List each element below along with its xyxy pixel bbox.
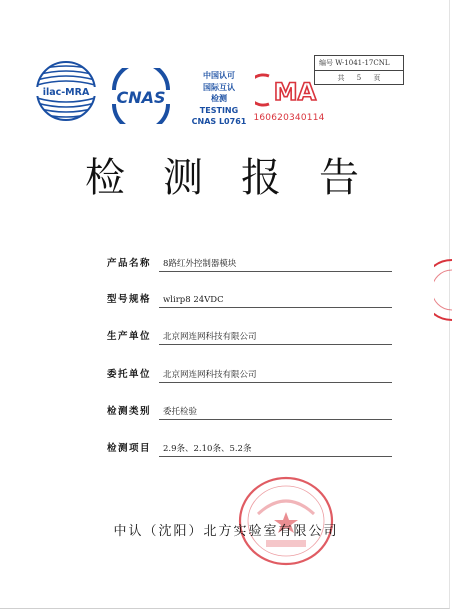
report-code-row <box>315 56 403 71</box>
svg-text:MA: MA <box>273 78 317 106</box>
field-value: 委托检验 <box>159 404 392 420</box>
field-label: 委托单位 <box>107 369 152 380</box>
ilac-mra-logo <box>34 60 98 122</box>
field-value: 2.9条、2.10条、5.2条 <box>159 441 392 457</box>
report-code-label: 编号 <box>319 59 333 67</box>
field-value: 北京网连网科技有限公司 <box>159 367 392 383</box>
cnas-accreditation-text: 中国认可 国际互认 检测 TESTING CNAS L0761 <box>191 71 247 126</box>
page-count-row <box>315 71 403 85</box>
cma-logo <box>255 72 321 108</box>
field-label: 检测项目 <box>107 443 152 454</box>
cnas-logo <box>104 68 178 124</box>
field-model <box>107 292 392 308</box>
field-value: 8路红外控制器模块 <box>159 256 392 272</box>
field-label: 检测类别 <box>107 406 152 417</box>
edge-seal-fragment <box>434 258 452 322</box>
page-count-prefix: 共 <box>337 74 345 82</box>
field-label: 型号规格 <box>107 294 152 305</box>
field-product-name <box>107 256 392 272</box>
field-label: 产品名称 <box>107 258 152 269</box>
field-test-items <box>107 441 392 457</box>
field-manufacturer <box>107 329 392 345</box>
report-code-value: W-1041-17CNL <box>335 59 390 67</box>
field-value: wlirp8 24VDC <box>159 292 392 308</box>
report-number-box <box>314 55 404 85</box>
field-client <box>107 367 392 383</box>
field-label: 生产单位 <box>107 331 152 342</box>
field-test-category <box>107 404 392 420</box>
page-count-value: 5 <box>356 74 362 82</box>
cma-certificate-number: 160620340114 <box>253 113 325 123</box>
svg-text:CNAS: CNAS <box>116 88 166 107</box>
page-count-suffix: 页 <box>373 74 381 82</box>
field-value: 北京网连网科技有限公司 <box>159 329 392 345</box>
page-title: 检测报告 <box>85 155 397 201</box>
lab-name: 中认（沈阳）北方实验室有限公司 <box>113 524 339 539</box>
svg-text:ilac-MRA: ilac-MRA <box>42 87 90 98</box>
